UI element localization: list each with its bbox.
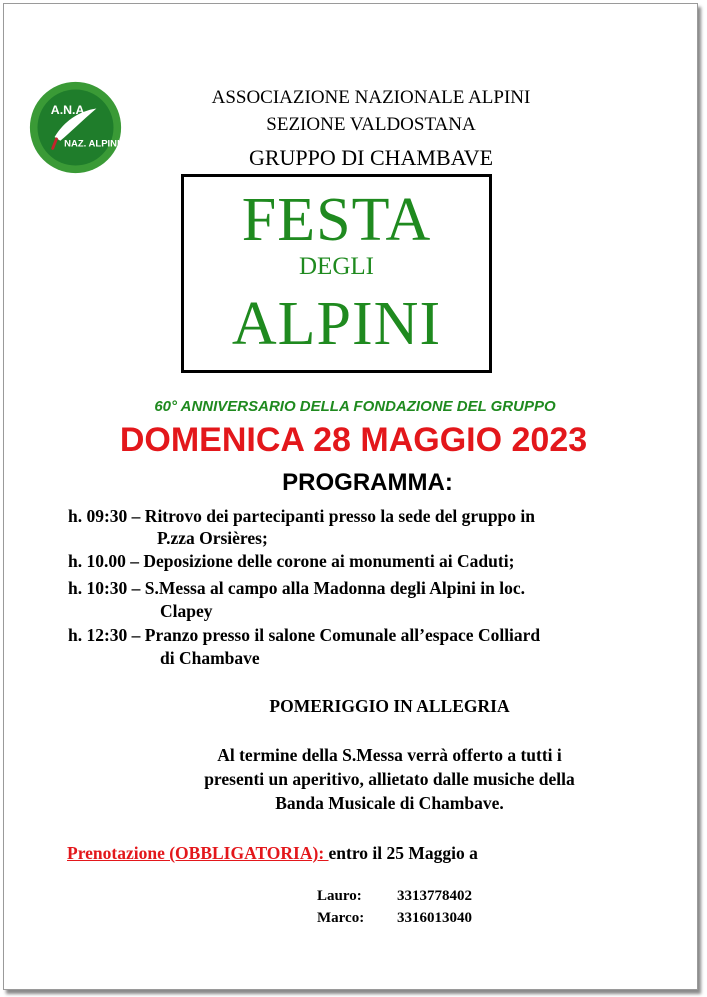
schedule-item-1230-cont: di Chambave [160, 648, 260, 668]
booking-label: Prenotazione (OBBLIGATORIA): [67, 843, 329, 863]
schedule-item-1230: h. 12:30 – Pranzo presso il salone Comunale all’espace Colliard [68, 625, 541, 645]
header-association: ASSOCIAZIONE NAZIONALE ALPINI [211, 87, 531, 108]
header-section: SEZIONE VALDOSTANA [266, 114, 476, 135]
schedule-item-1030: h. 10:30 – S.Messa al campo alla Madonna degli Alpini in loc. [68, 578, 525, 598]
afternoon-text-line: Banda Musicale di Chambave. [275, 793, 504, 813]
anniversary-line: 60° ANNIVERSARIO DELLA FONDAZIONE DEL GRUPPO [154, 398, 556, 415]
afternoon-text-line: presenti un aperitivo, allietato dalle musiche della [204, 769, 575, 789]
title-alpini: ALPINI [231, 290, 442, 358]
contact-name: Marco: [317, 910, 365, 926]
booking-text: entro il 25 Maggio a [328, 843, 478, 863]
title-degli: DEGLI [299, 253, 374, 280]
contact-name: Lauro: [317, 888, 362, 904]
contact-phone: 3316013040 [397, 910, 472, 926]
logo-top-text: A.N.A. [50, 103, 88, 118]
afternoon-heading: POMERIGGIO IN ALLEGRIA [269, 696, 510, 716]
title-festa: FESTA [241, 186, 432, 254]
header-group: GRUPPO DI CHAMBAVE [248, 145, 494, 170]
afternoon-text-line: Al termine della S.Messa verrà offerto a tutti i [217, 745, 562, 765]
logo-bottom-text: NAZ. ALPINI [64, 138, 120, 150]
schedule-item-1000: h. 10.00 – Deposizione delle corone ai monumenti ai Caduti; [68, 551, 515, 571]
program-heading: PROGRAMMA: [282, 469, 453, 496]
booking-line [67, 843, 478, 864]
contact-phone: 3313778402 [397, 888, 472, 904]
schedule-item-0930: h. 09:30 – Ritrovo dei partecipanti presso la sede del gruppo in [68, 506, 536, 526]
event-date: DOMENICA 28 MAGGIO 2023 [119, 421, 588, 459]
schedule-item-0930-cont: P.zza Orsières; [157, 528, 268, 548]
title-box [181, 174, 492, 373]
schedule-item-1030-cont: Clapey [160, 601, 213, 621]
